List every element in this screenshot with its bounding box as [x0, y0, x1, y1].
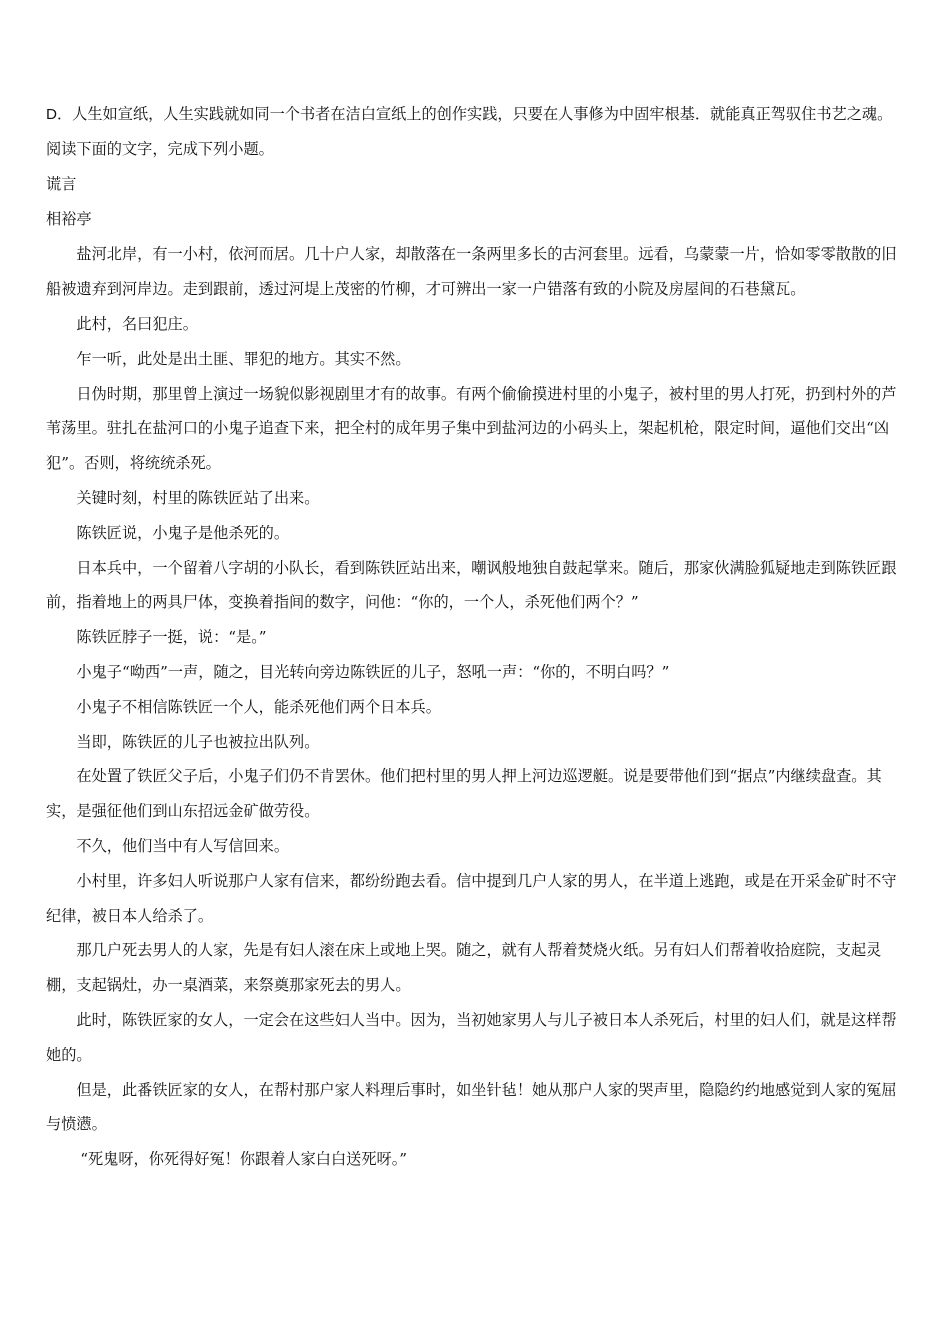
- paragraph: 日本兵中，一个留着八字胡的小队长，看到陈铁匠站出来，嘲讽般地独自鼓起掌来。随后，那家伙满脸狐疑地走到陈铁匠跟前，指着地上的两具尸体，变换着指间的数字，问他：“你的，一个人，杀死他们两个？”: [46, 558, 897, 612]
- paragraph: 当即，陈铁匠的儿子也被拉出队列。: [76, 732, 320, 751]
- paragraph: 此时，陈铁匠家的女人，一定会在这些妇人当中。因为，当初她家男人与儿子被日本人杀死后，村里的妇人们，就是这样帮她的。: [46, 1010, 897, 1064]
- paragraph: 关键时刻，村里的陈铁匠站了出来。: [76, 488, 320, 507]
- paragraph: 在处置了铁匠父子后，小鬼子们仍不肯罢休。他们把村里的男人押上河边巡逻艇。说是要带他们到“据点”内继续盘查。其实，是强征他们到山东招远金矿做劳役。: [46, 767, 882, 821]
- paragraph: 小鬼子“呦西”一声，随之，目光转向旁边陈铁匠的儿子，怒吼一声：“你的，不明白吗？”: [76, 662, 670, 681]
- reading-instruction: 阅读下面的文字，完成下列小题。: [46, 141, 274, 158]
- paragraph: 陈铁匠脖子一挺，说：“是。”: [76, 628, 267, 647]
- paragraph: 那几户死去男人的人家，先是有妇人滚在床上或地上哭。随之，就有人帮着焚烧火纸。另有妇人们帮着收拾庭院，支起灵棚，支起锅灶，办一桌酒菜，来祭奠那家死去的男人。: [46, 941, 882, 995]
- document-page: [46, 96, 908, 1177]
- article-author: 相裕亭: [46, 210, 92, 228]
- paragraph: 陈铁匠说，小鬼子是他杀死的。: [76, 523, 290, 542]
- option-d-label: D．: [46, 106, 73, 123]
- paragraph: 此村，名曰犯庄。: [76, 314, 198, 333]
- paragraph: 小鬼子不相信陈铁匠一个人，能杀死他们两个日本兵。: [76, 697, 441, 716]
- paragraph: 小村里，许多妇人听说那户人家有信来，都纷纷跑去看。信中提到几户人家的男人，在半道上逃跑，或是在开采金矿时不守纪律，被日本人给杀了。: [46, 871, 897, 925]
- article-title: 谎言: [46, 175, 77, 193]
- paragraph: 但是，此番铁匠家的女人，在帮村那户家人料理后事时，如坐针毡！她从那户人家的哭声里，隐隐约约地感觉到人家的冤屈与愤懑。: [46, 1080, 897, 1134]
- quote-paragraph: “死鬼呀，你死得好冤！你跟着人家白白送死呀。”: [80, 1150, 408, 1169]
- article-body: [46, 237, 908, 1177]
- paragraph: 盐河北岸，有一小村，依河而居。几十户人家，却散落在一条两里多长的古河套里。远看，乌蒙蒙一片，恰如零零散散的旧船被遗弃到河岸边。走到跟前，透过河堤上茂密的竹柳，才可辨出一家一户错落有致的小院及房屋间的石巷黛瓦。: [46, 245, 897, 299]
- paragraph: 日伪时期，那里曾上演过一场貌似影视剧里才有的故事。有两个偷偷摸进村里的小鬼子，被村里的男人打死，扔到村外的芦苇荡里。驻扎在盐河口的小鬼子追查下来，把全村的成年男子集中到盐河边的小码头上，架起机枪，限定时间，逼他们交出“凶犯”。否则，将统统杀死。: [46, 384, 897, 473]
- paragraph: 乍一听，此处是出土匪、罪犯的地方。其实不然。: [76, 349, 411, 368]
- option-d-text: 人生如宣纸，人生实践就如同一个书者在洁白宣纸上的创作实践，只要在人事修为中固牢根基．就能真正驾驭住书艺之魂。: [72, 106, 893, 123]
- paragraph: 不久，他们当中有人写信回来。: [76, 836, 290, 855]
- option-d: [46, 96, 908, 133]
